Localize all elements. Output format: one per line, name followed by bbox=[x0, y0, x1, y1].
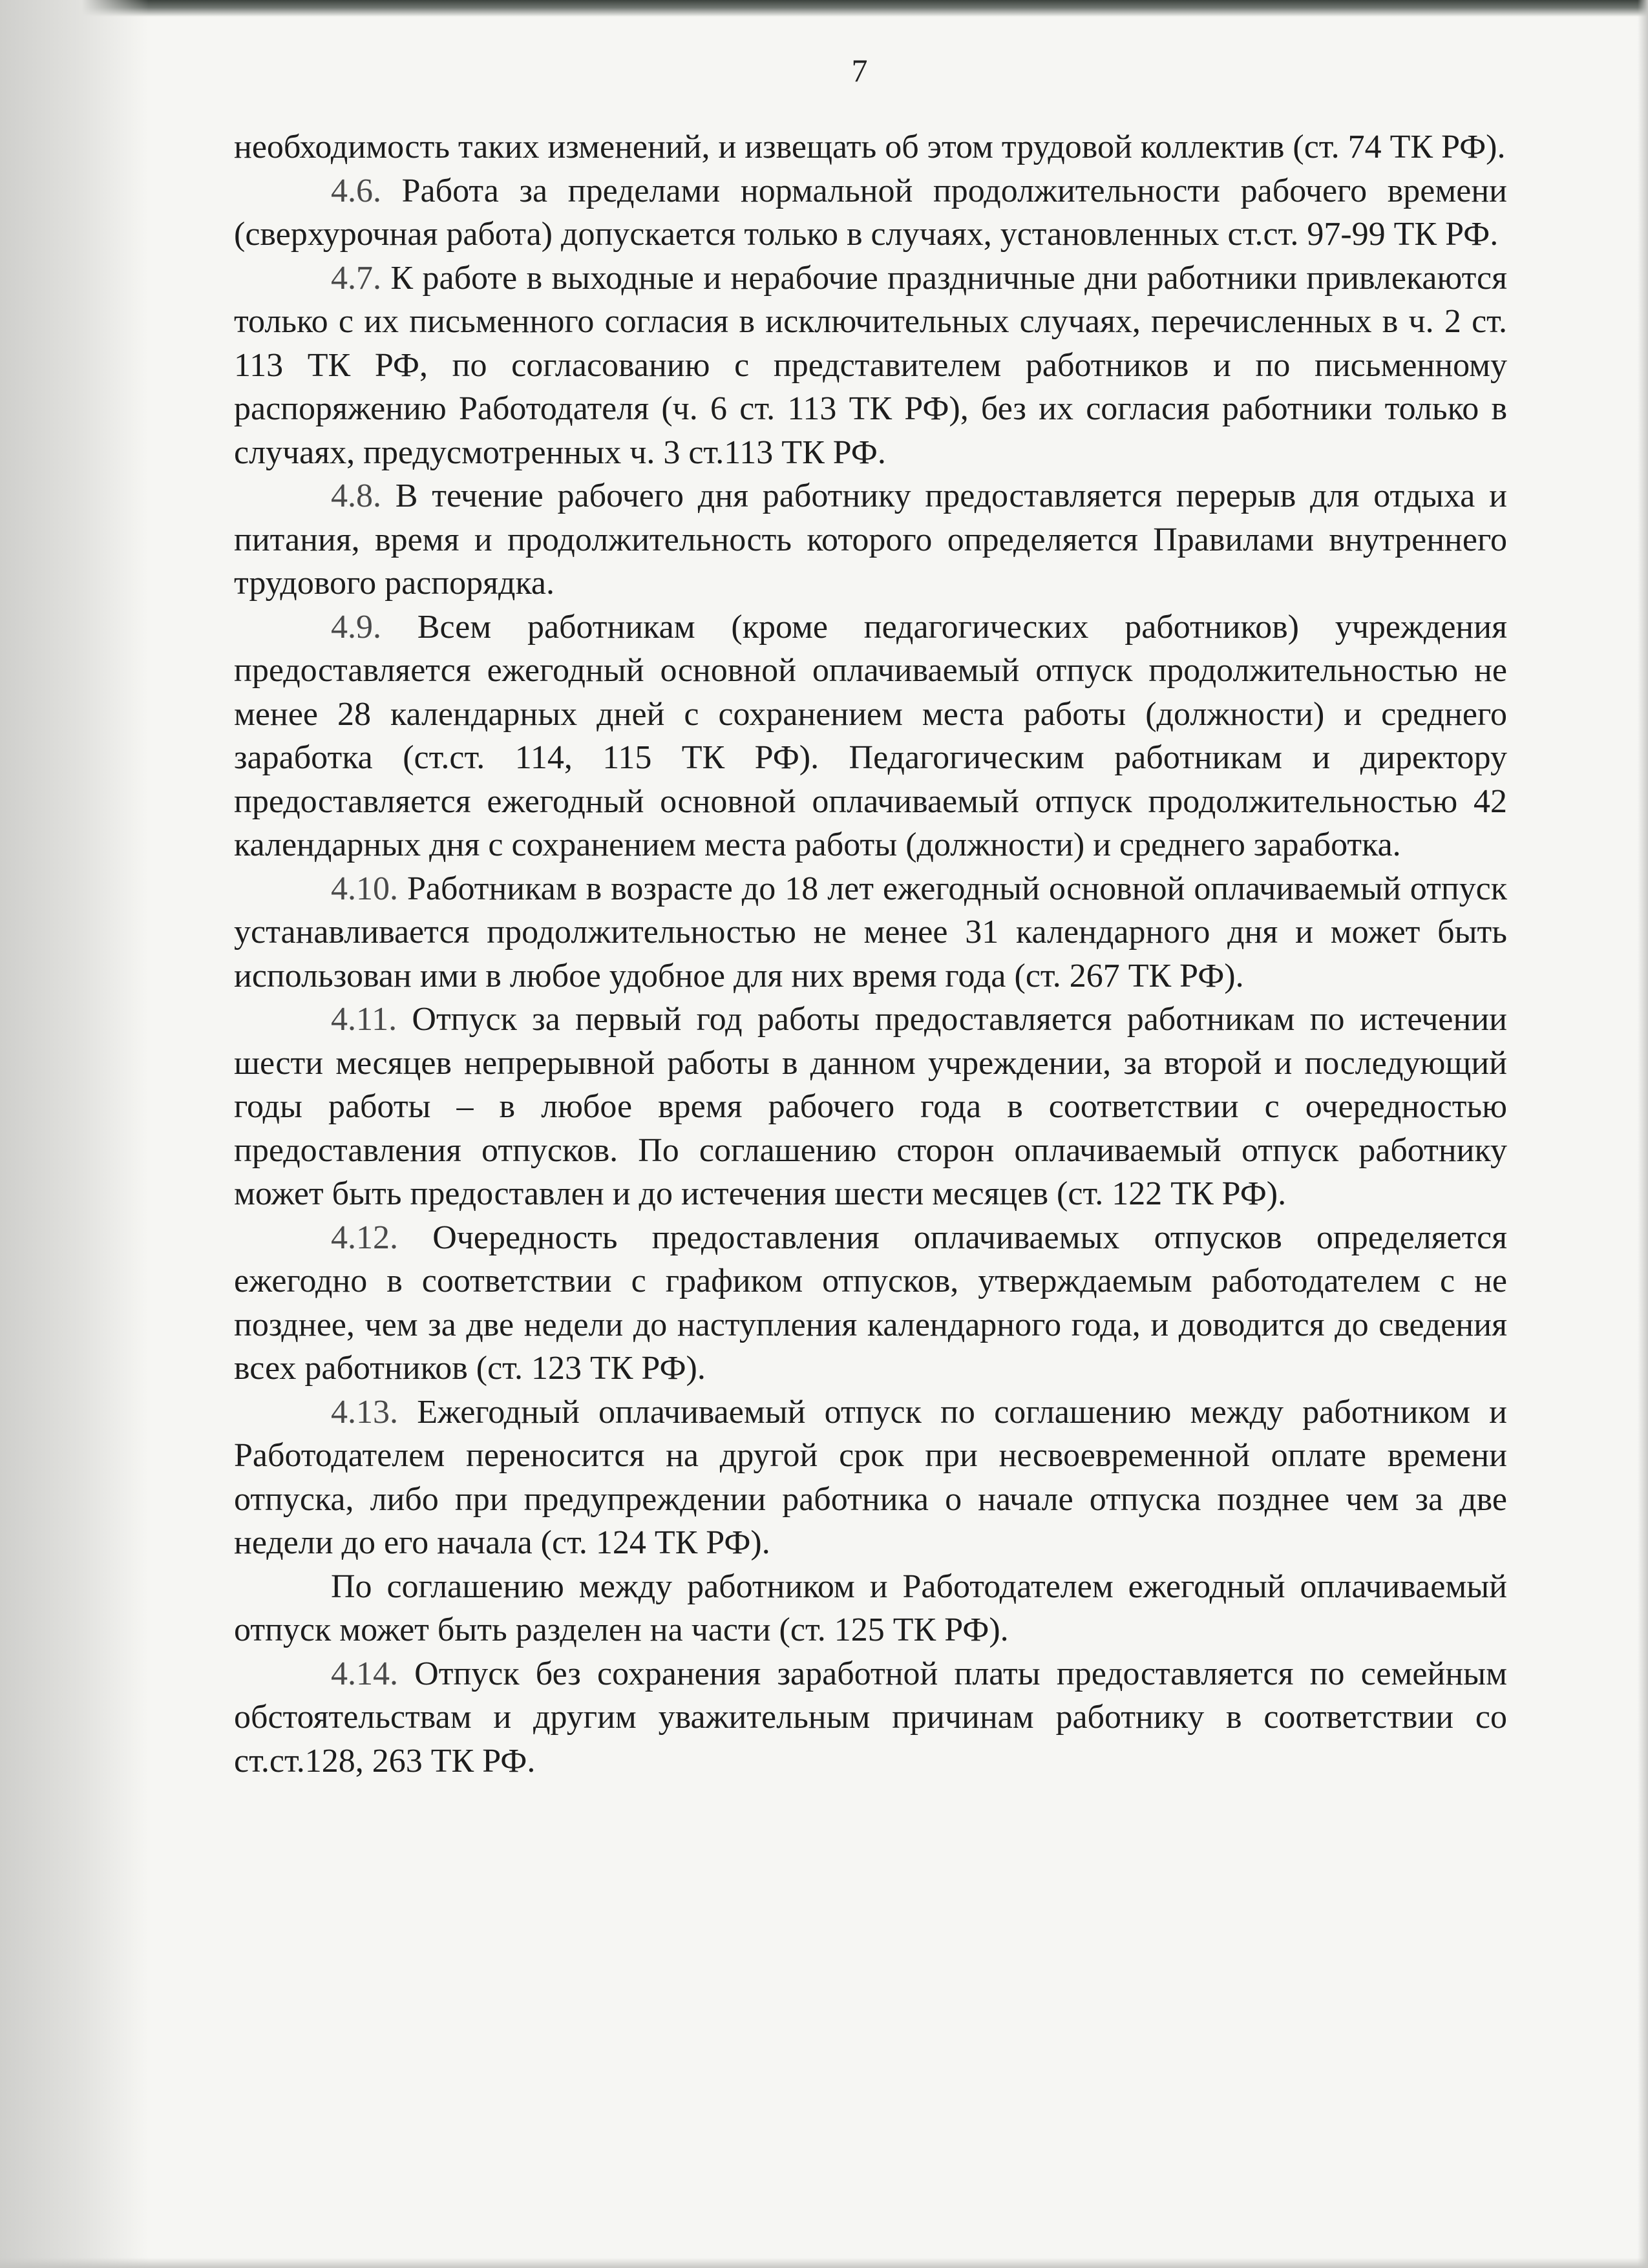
document-body bbox=[234, 125, 1507, 1783]
paragraph-4-9 bbox=[234, 605, 1507, 867]
paragraph-number: 4.7. bbox=[331, 259, 381, 297]
paragraph-4-11 bbox=[234, 998, 1507, 1216]
paragraph-text: необходимость таких изменений, и извещать об этом трудовой коллектив (ст. 74 ТК РФ). bbox=[234, 129, 1506, 165]
paragraph-number: 4.10. bbox=[331, 870, 398, 907]
paragraph-4-13 bbox=[234, 1391, 1507, 1565]
scan-left-edge bbox=[0, 0, 149, 2268]
paragraph-number: 4.6. bbox=[331, 172, 381, 209]
paragraph-number: 4.13. bbox=[331, 1393, 398, 1431]
paragraph-4-6 bbox=[234, 169, 1507, 257]
paragraph-number: 4.11. bbox=[331, 1001, 397, 1038]
paragraph-number: 4.12. bbox=[331, 1219, 398, 1256]
paragraph-text: К работе в выходные и нерабочие праздничные дни работники привлекаются только с их письменного согласия в исключительных случаях, перечисленных в ч. 2 ст. 113 ТК РФ, по согласованию с представителем работников и по письменному распоряжению Работодателя (ч. 6 ст. 113 ТК РФ), без их согласия работники только в случаях, предусмотренных ч. 3 ст.113 ТК РФ. bbox=[234, 259, 1508, 471]
paragraph-text: По соглашению между работником и Работодателем ежегодный оплачиваемый отпуск может быть разделен на части (ст. 125 ТК РФ). bbox=[234, 1568, 1507, 1648]
scan-top-shadow bbox=[0, 0, 1648, 17]
paragraph-text: Очередность предоставления оплачиваемых отпусков определяется ежегодно в соответствии с графиком отпусков, утверждаемым работодателем с не позднее, чем за две недели до наступления календарного года, и доводится до сведения всех работников (ст. 123 ТК РФ). bbox=[234, 1219, 1507, 1387]
paragraph-4-7 bbox=[234, 257, 1507, 475]
paragraph-4-10 bbox=[234, 867, 1507, 998]
paragraph-number: 4.8. bbox=[331, 478, 381, 514]
paragraph-text: Отпуск без сохранения заработной платы предоставляется по семейным обстоятельствам и другим уважительным причинам работнику в соответствии со ст.ст.128, 263 ТК РФ. bbox=[234, 1655, 1507, 1780]
scan-right-edge bbox=[1638, 0, 1648, 2268]
paragraph-text: Отпуск за первый год работы предоставляется работникам по истечении шести месяцев непрерывной работы в данном учреждении, за второй и последующий годы работы – в любое время рабочего года в соответствии с очередностью предоставления отпусков. По соглашению сторон оплачиваемый отпуск работнику может быть предоставлен и до истечения шести месяцев (ст. 122 ТК РФ). bbox=[234, 1001, 1507, 1212]
paragraph-4-13-continued bbox=[234, 1565, 1507, 1652]
paragraph-4-14 bbox=[234, 1652, 1507, 1783]
page-number: 7 bbox=[851, 52, 868, 89]
paragraph-text: Всем работникам (кроме педагогических работников) учреждения предоставляется ежегодный основной оплачиваемый отпуск продолжительностью не менее 28 календарных дней с сохранением места работы (должности) и среднего заработка (ст.ст. 114, 115 ТК РФ). Педагогическим работникам и директору предоставляется ежегодный основной оплачиваемый отпуск продолжительностью 42 календарных дня с сохранением места работы (должности) и среднего заработка. bbox=[234, 608, 1507, 863]
paragraph-4-12 bbox=[234, 1216, 1507, 1391]
paragraph-text: В течение рабочего дня работнику предоставляется перерыв для отдыха и питания, время и продолжительность которого определяется Правилами внутреннего трудового распорядка. bbox=[234, 478, 1507, 602]
paragraph-text: Работа за пределами нормальной продолжительности рабочего времени (сверхурочная работа) допускается только в случаях, установленных ст.ст. 97-99 ТК РФ. bbox=[234, 172, 1507, 253]
paragraph-continuation bbox=[234, 125, 1507, 169]
paragraph-text: Ежегодный оплачиваемый отпуск по соглашению между работником и Работодателем переносится на другой срок при несвоевременной оплате времени отпуска, либо при предупреждении работника о начале отпуска позднее чем за две недели до его начала (ст. 124 ТК РФ). bbox=[234, 1393, 1508, 1561]
paragraph-text: Работникам в возрасте до 18 лет ежегодный основной оплачиваемый отпуск устанавливается продолжительностью не менее 31 календарного дня и может быть использован ими в любое удобное для них время года (ст. 267 ТК РФ). bbox=[234, 870, 1507, 994]
paragraph-4-8 bbox=[234, 474, 1507, 605]
paragraph-number: 4.9. bbox=[331, 608, 381, 646]
scan-bottom-shadow bbox=[0, 2258, 1648, 2268]
paragraph-number: 4.14. bbox=[331, 1655, 398, 1692]
